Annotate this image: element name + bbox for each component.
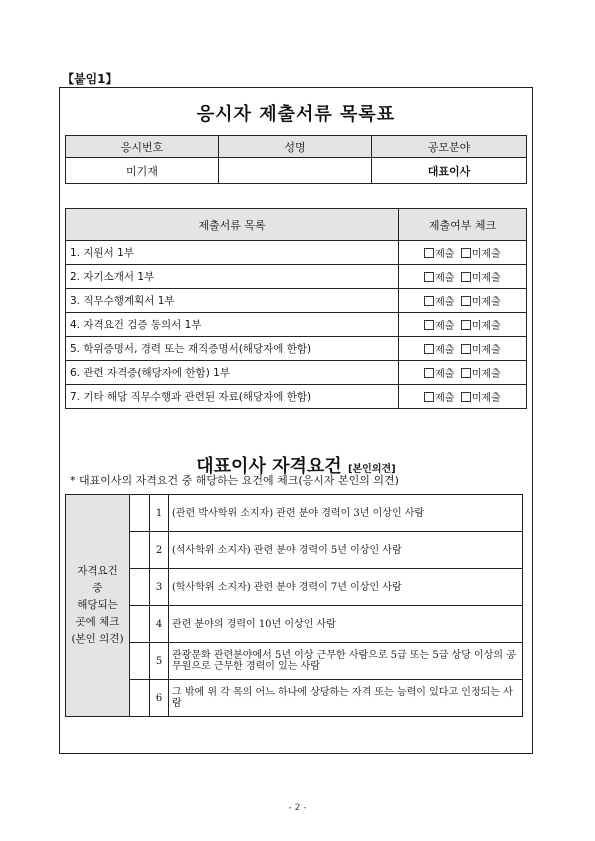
- header-name: 성명: [219, 136, 372, 158]
- row-number: 1: [150, 495, 169, 532]
- submit-label: 제출: [435, 249, 455, 260]
- table-row: [66, 569, 523, 606]
- submit-label: 제출: [435, 393, 455, 404]
- not-submit-label: 미제출: [471, 321, 501, 332]
- submission-checkboxes: [399, 385, 527, 409]
- table-row: [66, 680, 523, 717]
- row-number: 5: [150, 643, 169, 680]
- requirement-text: 관련 분야의 경력이 10년 이상인 사람: [169, 606, 523, 643]
- submission-checkboxes: [399, 361, 527, 385]
- table-row: [66, 241, 527, 265]
- row-number: 4: [150, 606, 169, 643]
- not-submit-checkbox[interactable]: [461, 368, 471, 378]
- requirement-text: 그 밖에 위 각 목의 어느 하나에 상당하는 자격 또는 능력이 있다고 인정되는 사람: [169, 680, 523, 717]
- category-line: 곳에 체크: [75, 616, 120, 628]
- documents-body: [66, 241, 527, 409]
- submit-label: 제출: [435, 297, 455, 308]
- table-row: [66, 361, 527, 385]
- requirement-text: 관광문화 관련분야에서 5년 이상 근무한 사람으로 5급 또는 5급 상당 이상의 공무원으로 근무한 경력이 있는 사람: [169, 643, 523, 680]
- document-item: 4. 자격요건 검증 동의서 1부: [66, 313, 399, 337]
- document-item: 5. 학위증명서, 경력 또는 재직증명서(해당자에 한함): [66, 337, 399, 361]
- not-submit-checkbox[interactable]: [461, 296, 471, 306]
- info-header-row: [66, 136, 527, 158]
- check-cell[interactable]: [130, 606, 150, 643]
- table-row: [66, 337, 527, 361]
- submit-label: 제출: [435, 321, 455, 332]
- submit-checkbox[interactable]: [424, 248, 434, 258]
- submit-checkbox[interactable]: [424, 272, 434, 282]
- requirement-text: (학사학위 소지자) 관련 분야 경력이 7년 이상인 사람: [169, 569, 523, 606]
- section-title-text: 대표이사 자격요건: [196, 456, 342, 477]
- not-submit-label: 미제출: [471, 273, 501, 284]
- qualification-table: [65, 494, 523, 717]
- row-number: 3: [150, 569, 169, 606]
- submission-checkboxes: [399, 313, 527, 337]
- documents-table: [65, 208, 527, 409]
- check-cell[interactable]: [130, 680, 150, 717]
- header-submission-check: 제출여부 체크: [399, 209, 527, 241]
- category-line: 해당되는: [77, 599, 118, 611]
- section-subtitle: [본인의견]: [347, 464, 396, 475]
- table-row: [66, 643, 523, 680]
- row-number: 2: [150, 532, 169, 569]
- page-number: - 2 -: [288, 803, 307, 813]
- not-submit-label: 미제출: [471, 297, 501, 308]
- not-submit-label: 미제출: [471, 345, 501, 356]
- requirement-text: (석사학위 소지자) 관련 분야 경력이 5년 이상인 사람: [169, 532, 523, 569]
- table-row: [66, 313, 527, 337]
- category-line: (본인 의견): [71, 633, 124, 645]
- not-submit-checkbox[interactable]: [461, 344, 471, 354]
- not-submit-label: 미제출: [471, 393, 501, 404]
- section-note: * 대표이사의 자격요건 중 해당하는 요건에 체크(응시자 본인의 의견): [70, 474, 399, 487]
- row-number: 6: [150, 680, 169, 717]
- header-field: 공모분야: [372, 136, 527, 158]
- applicant-info-table: [65, 135, 527, 184]
- category-cell: [66, 495, 130, 717]
- check-cell[interactable]: [130, 495, 150, 532]
- documents-header-row: [66, 209, 527, 241]
- field-value: 대표이사: [372, 158, 527, 184]
- qualification-body: [66, 495, 523, 717]
- submission-checkboxes: [399, 289, 527, 313]
- submission-checkboxes: [399, 241, 527, 265]
- submit-checkbox[interactable]: [424, 368, 434, 378]
- not-submit-checkbox[interactable]: [461, 392, 471, 402]
- name-value[interactable]: [219, 158, 372, 184]
- not-submit-label: 미제출: [471, 369, 501, 380]
- header-applicant-number: 응시번호: [66, 136, 219, 158]
- submit-label: 제출: [435, 345, 455, 356]
- table-row: [66, 265, 527, 289]
- not-submit-checkbox[interactable]: [461, 248, 471, 258]
- submit-checkbox[interactable]: [424, 296, 434, 306]
- not-submit-checkbox[interactable]: [461, 272, 471, 282]
- page-title: 응시자 제출서류 목록표: [196, 104, 396, 125]
- check-cell[interactable]: [130, 532, 150, 569]
- not-submit-label: 미제출: [471, 249, 501, 260]
- submission-checkboxes: [399, 337, 527, 361]
- check-cell[interactable]: [130, 569, 150, 606]
- table-row: [66, 532, 523, 569]
- document-item: 1. 지원서 1부: [66, 241, 399, 265]
- info-value-row: [66, 158, 527, 184]
- document-item: 3. 직무수행계획서 1부: [66, 289, 399, 313]
- document-item: 7. 기타 해당 직무수행과 관련된 자료(해당자에 한함): [66, 385, 399, 409]
- submit-label: 제출: [435, 369, 455, 380]
- category-line: 중: [92, 582, 103, 594]
- requirement-text: (관련 박사학위 소지자) 관련 분야 경력이 3년 이상인 사람: [169, 495, 523, 532]
- table-row: [66, 289, 527, 313]
- header-document-list: 제출서류 목록: [66, 209, 399, 241]
- document-item: 2. 자기소개서 1부: [66, 265, 399, 289]
- check-cell[interactable]: [130, 643, 150, 680]
- submission-checkboxes: [399, 265, 527, 289]
- document-item: 6. 관련 자격증(해당자에 한함) 1부: [66, 361, 399, 385]
- submit-checkbox[interactable]: [424, 392, 434, 402]
- applicant-number-value: 미기재: [66, 158, 219, 184]
- submit-label: 제출: [435, 273, 455, 284]
- table-row: [66, 495, 523, 532]
- submit-checkbox[interactable]: [424, 320, 434, 330]
- table-row: [66, 385, 527, 409]
- submit-checkbox[interactable]: [424, 344, 434, 354]
- table-row: [66, 606, 523, 643]
- category-line: 자격요건: [77, 565, 118, 577]
- not-submit-checkbox[interactable]: [461, 320, 471, 330]
- attachment-label: 【붙임1】: [62, 72, 118, 86]
